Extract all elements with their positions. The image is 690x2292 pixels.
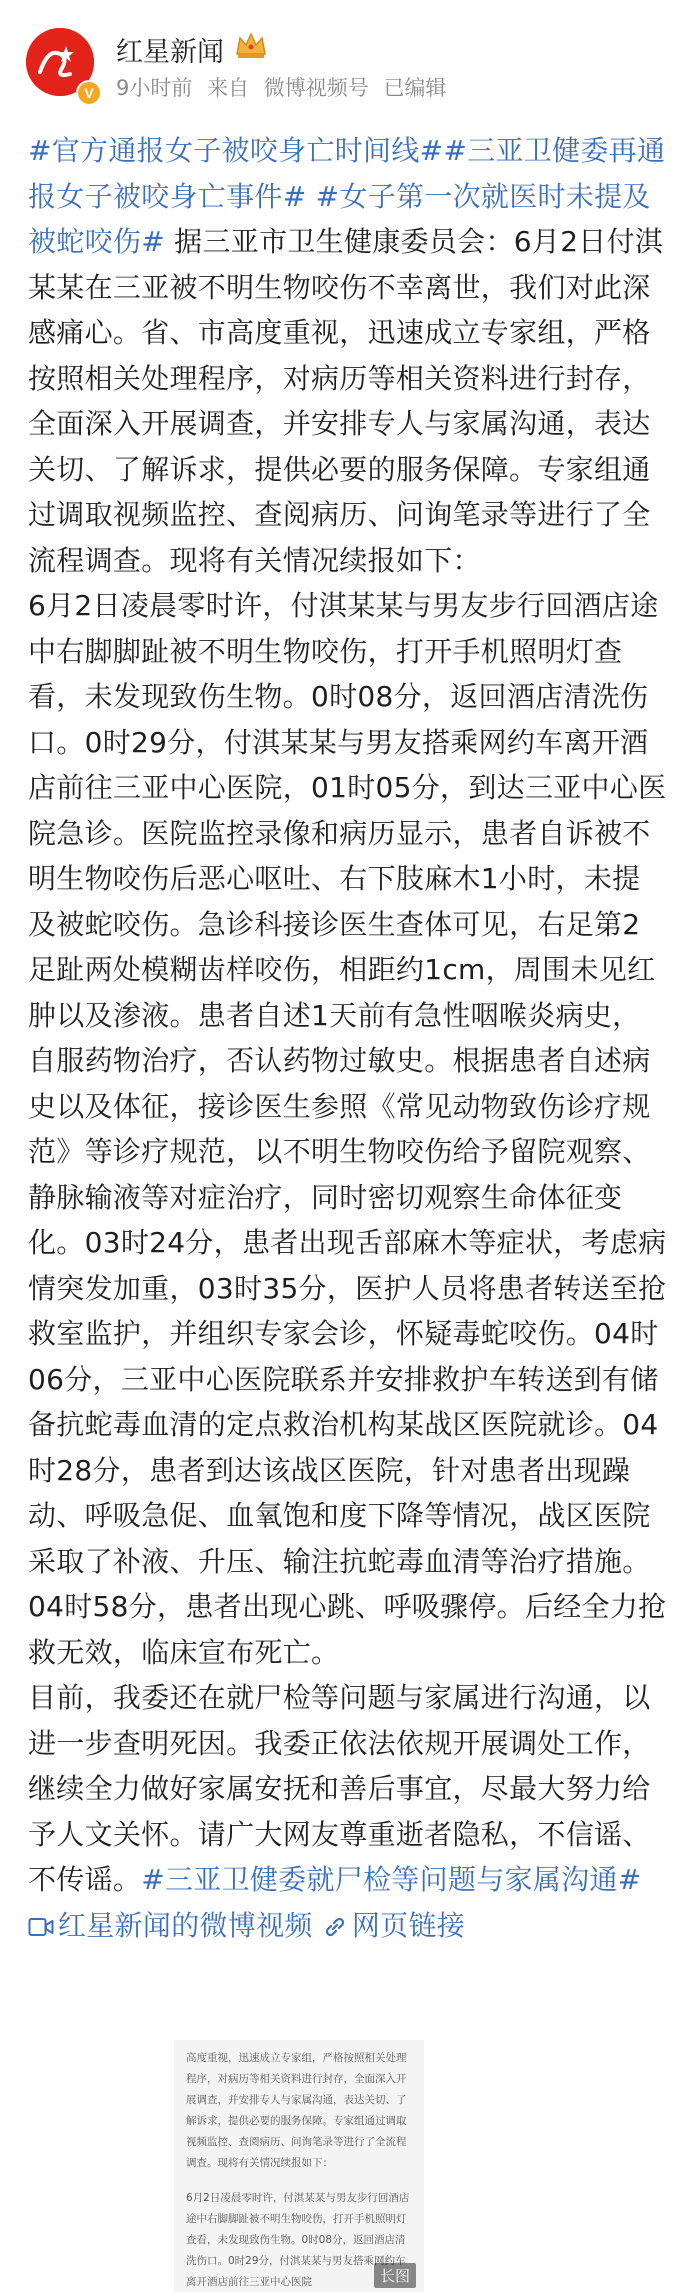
- body-text: 目前，我委还在就尸检等问题与家属进行沟通，以进一步查明死因。我委正依法依规开展调处工作，继续全力做好家属安抚和善后事宜，尽最大努力给予人文关怀。请广大网友尊重逝者隐私，不信谣、不传谣。: [28, 1681, 651, 1896]
- thumbnail-paragraph: 6月2日凌晨零时许，付淇某某与男友步行回酒店途中右脚脚趾被不明生物咬伤，打开手机照明灯查看，未发现致伤生物。0时08分，返回酒店清洗伤口。0时29分，付淇某某与男友搭乘网约车离开酒店前往三亚中心医院: [186, 2192, 410, 2288]
- post-paragraph-2: 6月2日凌晨零时许，付淇某某与男友步行回酒店途中右脚脚趾被不明生物咬伤，打开手机照明灯查看，未发现致伤生物。0时08分，返回酒店清洗伤口。0时29分，付淇某某与男友搭乘网约车离开酒店前往三亚中心医院，01时05分，到达三亚中心医院急诊。医院监控录像和病历显示，患者自诉被不明生物咬伤后恶心呕吐、右下肢麻木1小时，未提及被蛇咬伤。急诊科接诊医生查体可见，右足第2足趾两处模糊齿样咬伤，相距约1cm，周围未见红肿以及渗液。患者自述1天前有急性咽喉炎病史，自服药物治疗，否认药物过敏史。根据患者自述病史以及体征，接诊医生参照《常见动物致伤诊疗规范》等诊疗规范，以不明生物咬伤给予留院观察、静脉输液等对症治疗，同时密切观察生命体征变化。03时24分，患者出现舌部麻木等症状，考虑病情突发加重，03时35分，医护人员将患者转送至抢救室监护，并组织专家会诊，怀疑毒蛇咬伤。04时06分，三亚中心医院联系并安排救护车转送到有储备抗蛇毒血清的定点救治机构某战区医院就诊。04时28分，患者到达该战区医院，针对患者出现躁动、呼吸急促、血氧饱和度下降等情况，战区医院采取了补液、升压、输注抗蛇毒血清等治疗措施。04时58分，患者出现心跳、呼吸骤停。后经全力抢救无效，临床宣布死亡。: [28, 589, 667, 1669]
- video-link[interactable]: [28, 1909, 313, 1942]
- hashtag-link[interactable]: #官方通报女子被咬身亡时间线#: [28, 134, 444, 167]
- long-image-badge: 长图: [374, 2263, 416, 2288]
- thumbnail-text: [186, 2048, 412, 2292]
- long-image-thumbnail[interactable]: [174, 2040, 424, 2292]
- post-paragraph-1: [28, 128, 668, 583]
- post-source[interactable]: 微博视频号: [263, 76, 369, 100]
- hashtag-link[interactable]: #三亚卫健委就尸检等问题与家属沟通#: [141, 1863, 642, 1896]
- post-paragraph-3: [28, 1675, 668, 1948]
- link-icon: [322, 1916, 348, 1938]
- video-link-label: 红星新闻的微博视频: [58, 1908, 313, 1942]
- video-icon: [28, 1917, 54, 1937]
- web-link-label: 网页链接: [351, 1908, 466, 1942]
- verified-badge: V: [76, 80, 102, 106]
- post-body: [28, 128, 668, 1948]
- crown-icon[interactable]: [234, 30, 268, 60]
- post-time: 9小时前: [116, 76, 193, 100]
- web-link[interactable]: [322, 1909, 465, 1942]
- hashtag-link[interactable]: #三亚卫健委再通报女子被咬身亡事件#: [28, 134, 666, 213]
- body-text: 6月2日付淇某某在三亚被不明生物咬伤不幸离世，我们对此深感痛心。省、市高度重视，迅速成立专家组，严格按照相关处理程序，对病历等相关资料进行封存，全面深入开展调查，并安排专人与家属沟通，表达关切、了解诉求，提供必要的服务保障。专家组通过调取视频监控、查阅病历、问询笔录等进行了全流程调查。现将有关情况续报如下：: [28, 225, 664, 577]
- thumbnail-paragraph: 高度重视，迅速成立专家组，严格按照相关处理程序，对病历等相关资料进行封存，全面深入开展调查，并安排专人与家属沟通，表达关切、了解诉求，提供必要的服务保障。专家组通过调取视频监控、查阅病历、问询笔录等进行了全流程调查。现将有关情况续报如下：: [186, 2052, 407, 2169]
- username[interactable]: 红星新闻: [116, 37, 224, 68]
- edited-label: 已编辑: [383, 76, 447, 100]
- post-header: [0, 0, 690, 112]
- hashtag-link[interactable]: #女子第一次就医时未提及被蛇咬伤#: [28, 179, 651, 258]
- post-meta: [116, 72, 454, 102]
- intro-text: 据三亚市卫生健康委员会：: [174, 225, 514, 258]
- source-prefix: 来自: [207, 76, 250, 100]
